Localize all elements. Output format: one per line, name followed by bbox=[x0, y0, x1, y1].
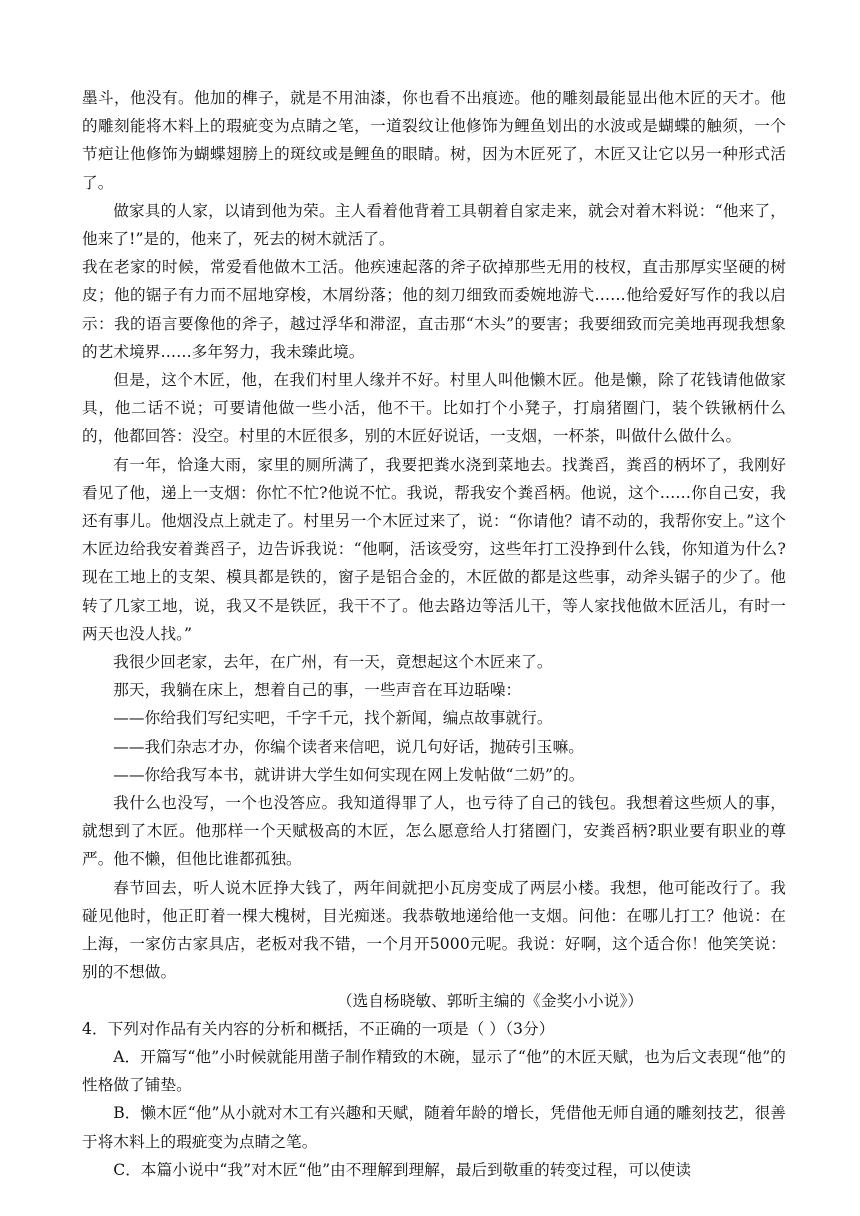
story-paragraph-7: 那天，我躺在床上，想着自己的事，一些声音在耳边聒噪： bbox=[113, 681, 522, 700]
question-stem: 4．下列对作品有关内容的分析和概括，不正确的一项是（ ）（3分） bbox=[82, 1019, 555, 1038]
question-option-c: C．本篇小说中“我”对木匠“他”由不理解到理解，最后到敬重的转变过程，可以使读 bbox=[113, 1160, 692, 1179]
story-paragraph-9: ——我们杂志才办，你编个读者来信吧，说几句好话，抛砖引玉嘛。 bbox=[113, 737, 585, 756]
question-option-a: A．开篇写“他”小时候就能用凿子制作精致的木碗，显示了“他”的木匠天赋，也为后文表现“他”的性格做了铺垫。 bbox=[82, 1047, 786, 1095]
story-paragraph-12: 春节回去，听人说木匠挣大钱了，两年间就把小瓦房变成了两层小楼。我想，他可能改行了。我碰见他时，他正盯着一棵大槐树，目光痴迷。我恭敬地递给他一支烟。问他：在哪儿打工？他说：在上海，一家仿古家具店，老板对我不错，一个月开5000元呢。我说：好啊，这个适合你！他笑笑说：别的不想做。 bbox=[82, 878, 786, 982]
story-paragraph-5: 有一年，恰逢大雨，家里的厕所满了，我要把粪水浇到菜地去。找粪舀，粪舀的柄坏了，我刚好看见了他，递上一支烟：你忙不忙?他说不忙。我说，帮我安个粪舀柄。他说，这个……你自己安，我还有事儿。他烟没点上就走了。村里另一个木匠过来了，说：“你请他？请不动的，我帮你安上。”这个木匠边给我安着粪舀子，边告诉我说：“他啊，活该受穷，这些年打工没挣到什么钱，你知道为什么?现在工地上的支架、模具都是铁的，窗子是铝合金的，木匠做的都是这些事，动斧头锯子的少了。他转了几家工地，说，我又不是铁匠，我干不了。他去路边等活儿干，等人家找他做木匠活儿，有时一两天也没人找。” bbox=[82, 455, 786, 643]
story-paragraph-1: 墨斗，他没有。他加的榫子，就是不用油漆，你也看不出痕迹。他的雕刻最能显出他木匠的天才。他的雕刻能将木料上的瑕疵变为点睛之笔，一道裂纹让他修饰为鲤鱼划出的水波或是蝴蝶的触须，一个节疤让他修饰为蝴蝶翅膀上的斑纹或是鲤鱼的眼睛。树，因为木匠死了，木匠又让它以另一种形式活了。 bbox=[82, 89, 786, 192]
story-paragraph-11: 我什么也没写，一个也没答应。我知道得罪了人，也亏待了自己的钱包。我想着这些烦人的事，就想到了木匠。他那样一个天赋极高的木匠，怎么愿意给人打猪圈门，安粪舀柄?职业要有职业的尊严。他不懒，但他比谁都孤独。 bbox=[82, 794, 786, 869]
document-page bbox=[82, 84, 786, 1184]
story-paragraph-2: 做家具的人家，以请到他为荣。主人看着他背着工具朝着自家走来，就会对着木料说：“他来了，他来了!”是的，他来了，死去的树木就活了。 bbox=[82, 201, 786, 249]
story-paragraph-6: 我很少回老家，去年，在广州，有一天，竟想起这个木匠来了。 bbox=[113, 653, 553, 672]
story-paragraph-3: 我在老家的时候，常爱看他做木工活。他疾速起落的斧子砍掉那些无用的枝杈，直击那厚实坚硬的树皮；他的锯子有力而不屈地穿梭，木屑纷落；他的刻刀细致而委婉地游弋……他给爱好写作的我以启示：我的语言要像他的斧子，越过浮华和滞涩，直击那“木头”的要害；我要细致而完美地再现我想象的艺术境界……多年努力，我未臻此境。 bbox=[82, 258, 786, 361]
story-paragraph-8: ——你给我们写纪实吧，千字千元，找个新闻，编点故事就行。 bbox=[113, 709, 553, 728]
question-option-b: B．懒木匠“他”从小就对木工有兴趣和天赋，随着年龄的增长，凭借他无师自通的雕刻技艺，很善于将木料上的瑕疵变为点睛之笔。 bbox=[82, 1104, 786, 1151]
story-paragraph-10: ——你给我写本书，就讲讲大学生如何实现在网上发帖做“二奶”的。 bbox=[113, 765, 585, 784]
story-paragraph-4: 但是，这个木匠，他，在我们村里人缘并不好。村里人叫他懒木匠。他是懒，除了花钱请他做家具，他二话不说；可要请他做一些小活，他不干。比如打个小凳子，打扇猪圈门，装个铁锹柄什么的，他都回答：没空。村里的木匠很多，别的木匠好说话，一支烟，一杯茶，叫做什么做什么。 bbox=[82, 371, 786, 446]
story-source: （选自杨晓敏、郭昕主编的《金奖小小说》） bbox=[336, 991, 644, 1010]
